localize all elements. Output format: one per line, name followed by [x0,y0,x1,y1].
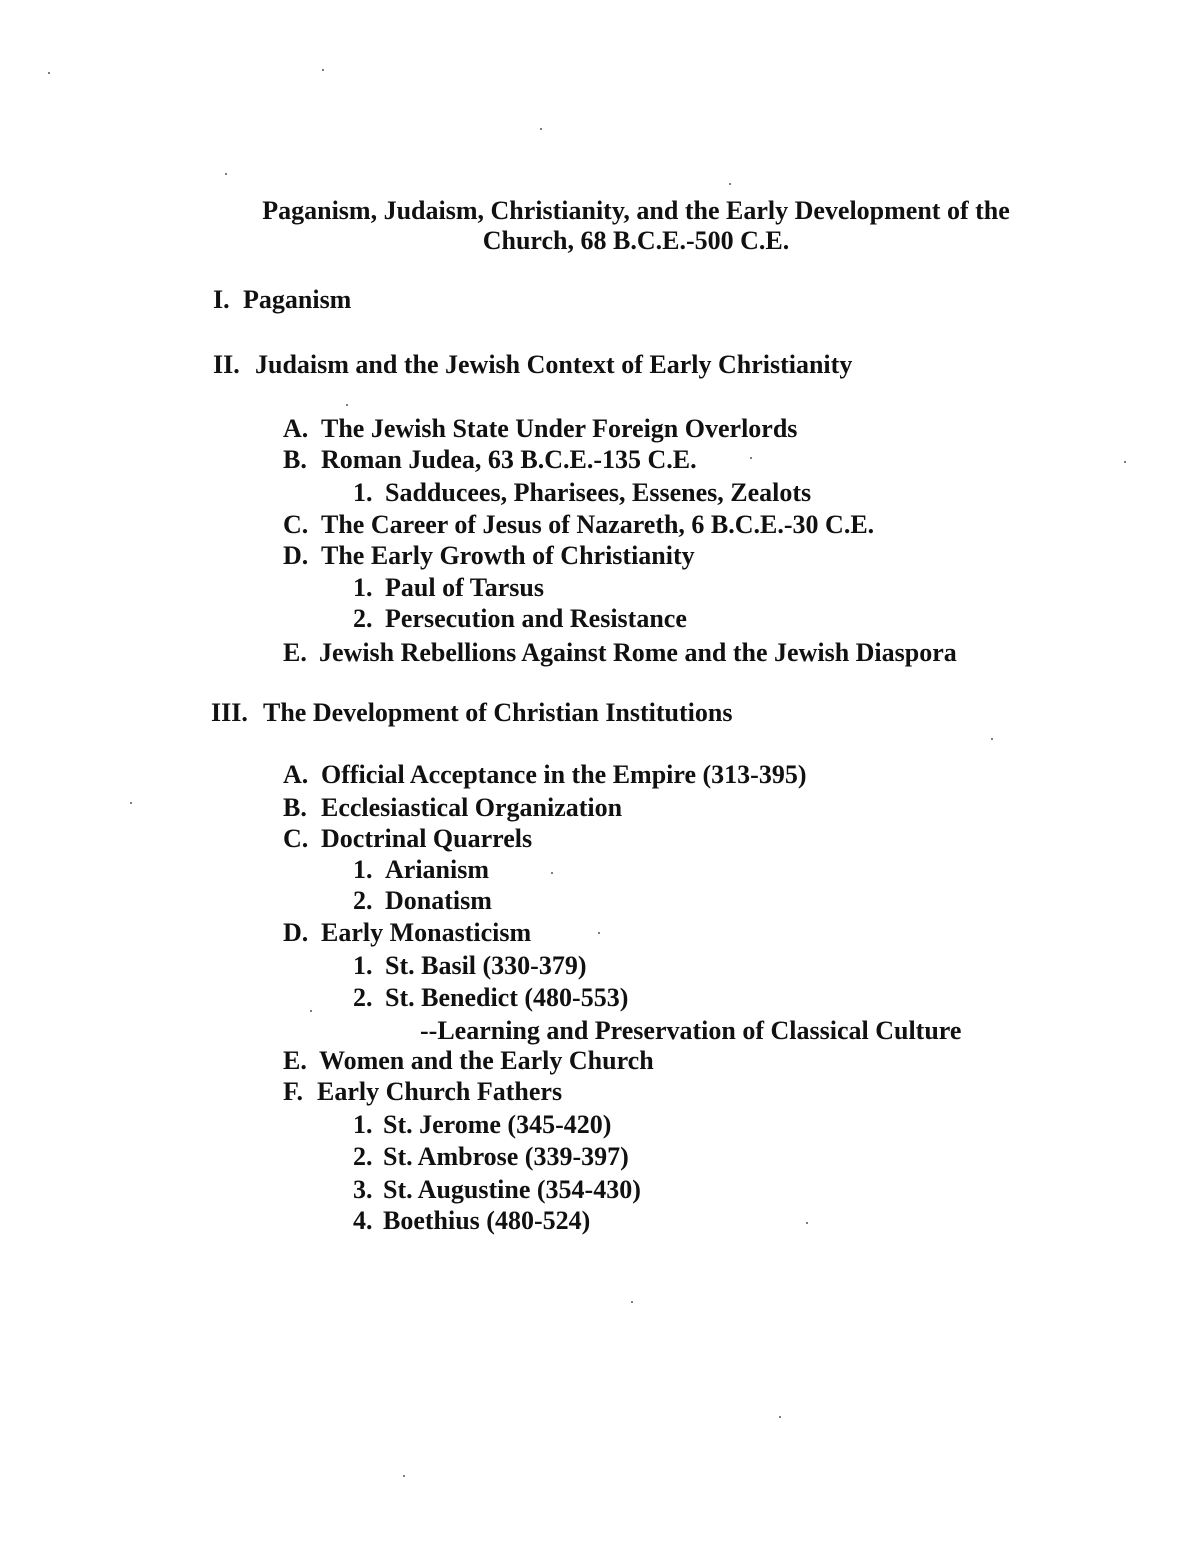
scan-speck [130,802,132,804]
outline-item [353,953,587,979]
outline-letter: C. [283,510,309,539]
outline-text: Roman Judea, 63 B.C.E.-135 C.E. [321,445,697,474]
outline-text: The Early Growth of Christianity [321,541,695,570]
outline-item [353,606,687,632]
outline-note [420,1018,961,1044]
outline-letter: E. [283,638,307,667]
scan-speck [750,457,752,459]
scan-speck [225,173,227,175]
outline-item [353,1144,629,1170]
scan-speck [540,128,542,130]
outline-subsection [283,416,797,442]
outline-number: 1. [353,951,373,980]
scan-speck [551,872,553,874]
outline-text: St. Basil (330-379) [385,951,587,980]
outline-subsection [283,543,695,569]
outline-item [353,1112,611,1138]
outline-text: Paul of Tarsus [385,573,544,602]
outline-subsection [283,640,957,666]
scan-speck [48,72,50,74]
outline-text: St. Jerome (345-420) [383,1110,612,1139]
outline-item [353,985,628,1011]
outline-text: Judaism and the Jewish Context of Early Christianity [255,350,853,379]
scan-speck [631,1301,633,1303]
outline-letter: D. [283,541,309,570]
outline-letter: B. [283,793,307,822]
outline-text: The Career of Jesus of Nazareth, 6 B.C.E.-30 C.E. [321,510,875,539]
scan-speck [779,1416,781,1418]
outline-text: Jewish Rebellions Against Rome and the Jewish Diaspora [319,638,957,667]
outline-text: --Learning and Preservation of Classical Culture [420,1016,962,1045]
outline-text: The Jewish State Under Foreign Overlords [321,414,798,443]
outline-subsection [283,1079,562,1105]
outline-item [353,575,544,601]
outline-number: II. [213,350,240,379]
outline-number: 1. [353,1110,373,1139]
outline-text: St. Ambrose (339-397) [383,1142,629,1171]
outline-number: 1. [353,478,373,507]
outline-letter: A. [283,760,309,789]
outline-letter: A. [283,414,309,443]
outline-number: 1. [353,855,373,884]
outline-item [353,888,492,914]
outline-text: Sadducees, Pharisees, Essenes, Zealots [385,478,812,507]
outline-letter: E. [283,1046,307,1075]
outline-section-heading [211,700,732,726]
outline-letter: B. [283,445,307,474]
outline-text: Official Acceptance in the Empire (313-395) [321,760,807,789]
outline-item [353,1208,590,1234]
outline-item [353,857,489,883]
scan-speck [310,1010,312,1012]
outline-subsection [283,920,531,946]
scan-speck [598,932,600,934]
outline-subsection [283,826,532,852]
outline-letter: D. [283,918,309,947]
outline-subsection [283,1048,654,1074]
outline-text: Early Church Fathers [317,1077,563,1106]
outline-subsection [283,447,697,473]
outline-text: Boethius (480-524) [383,1206,591,1235]
outline-number: 2. [353,1142,373,1171]
outline-number: 2. [353,983,373,1012]
outline-number: 3. [353,1175,373,1204]
outline-item [353,480,811,506]
outline-number: 2. [353,886,373,915]
scan-speck [729,183,731,185]
outline-subsection [283,795,622,821]
outline-text: Early Monasticism [321,918,532,947]
outline-letter: F. [283,1077,303,1106]
document-title-line-1: Paganism, Judaism, Christianity, and the Early Development of the [262,196,1010,225]
scan-speck [806,1222,808,1224]
scan-speck [991,738,993,740]
scan-speck [403,1475,405,1477]
outline-number: 1. [353,573,373,602]
outline-text: Women and the Early Church [319,1046,654,1075]
outline-text: St. Augustine (354-430) [383,1175,641,1204]
outline-text: St. Benedict (480-553) [385,983,629,1012]
outline-text: Donatism [385,886,492,915]
scan-speck [346,404,348,406]
outline-text: The Development of Christian Institutions [263,698,733,727]
scan-speck [322,69,324,71]
outline-text: Persecution and Resistance [385,604,687,633]
outline-letter: C. [283,824,309,853]
outline-subsection [283,762,806,788]
document-title-line-2: Church, 68 B.C.E.-500 C.E. [482,226,790,255]
outline-text: Ecclesiastical Organization [321,793,623,822]
outline-text: Paganism [243,285,352,314]
outline-item [353,1177,641,1203]
outline-text: Arianism [385,855,489,884]
outline-number: I. [213,285,230,314]
outline-number: 2. [353,604,373,633]
outline-text: Doctrinal Quarrels [321,824,533,853]
outline-section-heading [213,287,351,313]
outline-number: 4. [353,1206,373,1235]
outline-subsection [283,512,874,538]
scan-speck [1124,461,1126,463]
outline-section-heading [213,352,852,378]
outline-number: III. [211,698,248,727]
